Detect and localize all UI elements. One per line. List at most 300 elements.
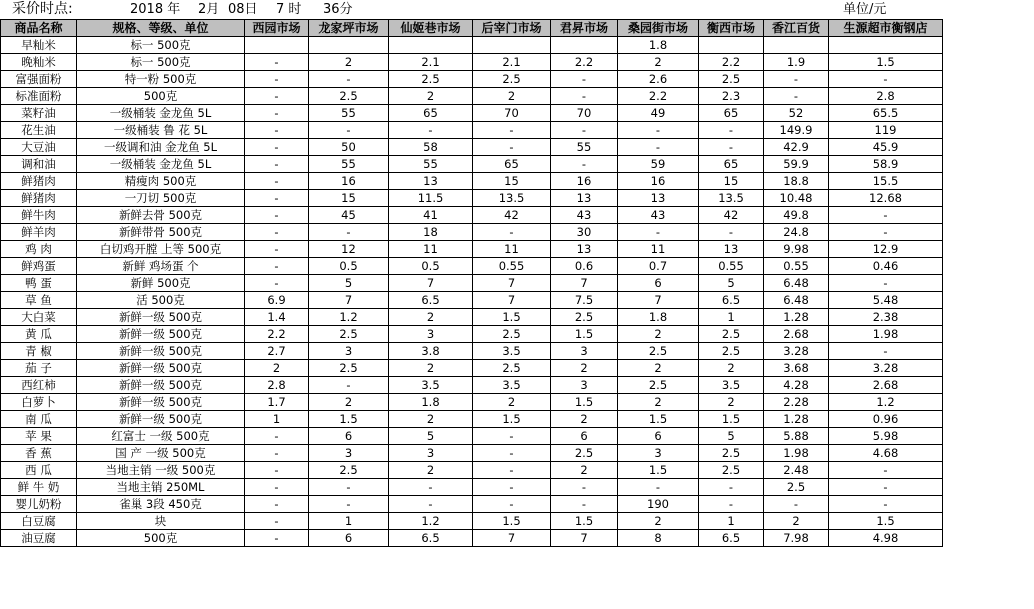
price-cell: 2	[551, 360, 618, 377]
spec-cell: 一级调和油 金龙鱼 5L	[77, 139, 245, 156]
product-name-cell: 早籼米	[1, 37, 77, 54]
price-cell: 2	[699, 394, 764, 411]
spec-cell: 雀巢 3段 450克	[77, 496, 245, 513]
price-cell: 2	[764, 513, 829, 530]
price-cell: 2.1	[389, 54, 473, 71]
price-cell: 2.5	[699, 445, 764, 462]
column-header: 君昇市场	[551, 20, 618, 37]
price-cell: 2.8	[245, 377, 309, 394]
spec-cell: 新鲜 500克	[77, 275, 245, 292]
price-cell: 3	[389, 326, 473, 343]
column-header: 衡西市场	[699, 20, 764, 37]
price-cell: 2.5	[551, 309, 618, 326]
price-cell: -	[245, 428, 309, 445]
price-cell: 1.5	[473, 513, 551, 530]
table-row	[1, 258, 943, 275]
price-cell: -	[245, 479, 309, 496]
price-cell: -	[618, 122, 699, 139]
price-cell: 5.98	[829, 428, 943, 445]
table-row	[1, 224, 943, 241]
price-cell: 6.5	[389, 530, 473, 547]
table-row	[1, 530, 943, 547]
price-cell: 2.5	[309, 88, 389, 105]
price-cell: -	[829, 275, 943, 292]
price-cell: 3	[551, 343, 618, 360]
price-cell: 7	[618, 292, 699, 309]
product-name-cell: 标准面粉	[1, 88, 77, 105]
price-cell: -	[245, 462, 309, 479]
price-cell: 1.5	[618, 411, 699, 428]
price-cell: -	[245, 224, 309, 241]
price-cell: -	[551, 479, 618, 496]
spec-cell: 一刀切 500克	[77, 190, 245, 207]
spec-cell: 标一 500克	[77, 54, 245, 71]
price-cell: -	[309, 71, 389, 88]
product-name-cell: 鸭 蛋	[1, 275, 77, 292]
price-cell: 7	[389, 275, 473, 292]
price-cell: 2.3	[699, 88, 764, 105]
price-cell: 15	[699, 173, 764, 190]
spec-cell: 活 500克	[77, 292, 245, 309]
price-cell: 2.5	[699, 71, 764, 88]
price-cell: -	[618, 479, 699, 496]
price-cell: 3	[389, 445, 473, 462]
price-cell: 3.28	[829, 360, 943, 377]
product-name-cell: 鲜猪肉	[1, 173, 77, 190]
price-cell: 2.5	[699, 343, 764, 360]
price-cell: 0.55	[764, 258, 829, 275]
price-cell: -	[699, 496, 764, 513]
product-name-cell: 晚籼米	[1, 54, 77, 71]
price-cell: 1.5	[551, 513, 618, 530]
price-cell: 1.2	[389, 513, 473, 530]
price-cell: 0.96	[829, 411, 943, 428]
price-cell: 7	[473, 530, 551, 547]
price-cell: 0.5	[389, 258, 473, 275]
price-cell: 2.5	[473, 71, 551, 88]
price-cell: 7	[473, 275, 551, 292]
price-cell: -	[473, 428, 551, 445]
spec-cell: 标一 500克	[77, 37, 245, 54]
price-cell: 8	[618, 530, 699, 547]
price-cell: 11	[618, 241, 699, 258]
price-cell: -	[829, 224, 943, 241]
price-cell: -	[764, 88, 829, 105]
price-cell: 3.5	[473, 343, 551, 360]
price-cell: 7	[551, 530, 618, 547]
spec-cell: 新鲜一级 500克	[77, 377, 245, 394]
price-cell: -	[245, 71, 309, 88]
price-cell: 3.68	[764, 360, 829, 377]
price-cell: 2.68	[829, 377, 943, 394]
spec-cell: 新鲜去骨 500克	[77, 207, 245, 224]
product-name-cell: 鲜鸡蛋	[1, 258, 77, 275]
price-cell: 2.5	[618, 343, 699, 360]
price-cell: 12.9	[829, 241, 943, 258]
price-cell: 3.5	[389, 377, 473, 394]
product-name-cell: 花生油	[1, 122, 77, 139]
price-cell: 59.9	[764, 156, 829, 173]
table-row	[1, 343, 943, 360]
price-cell: 2.5	[309, 326, 389, 343]
price-cell: -	[473, 224, 551, 241]
price-cell	[699, 37, 764, 54]
product-name-cell: 西 瓜	[1, 462, 77, 479]
price-cell: 1.8	[618, 309, 699, 326]
table-row	[1, 309, 943, 326]
price-cell: 0.5	[309, 258, 389, 275]
price-cell: -	[389, 122, 473, 139]
price-cell: 3	[309, 445, 389, 462]
price-cell: 13.5	[473, 190, 551, 207]
price-cell: 4.28	[764, 377, 829, 394]
price-cell	[551, 37, 618, 54]
price-cell: 2.2	[699, 54, 764, 71]
price-cell: -	[829, 343, 943, 360]
price-cell: -	[699, 139, 764, 156]
price-cell: -	[829, 71, 943, 88]
price-cell: 2	[389, 360, 473, 377]
table-row	[1, 54, 943, 71]
price-cell: -	[829, 462, 943, 479]
price-cell: 1.5	[699, 411, 764, 428]
price-cell: -	[245, 105, 309, 122]
spec-cell: 新鲜 鸡场蛋 个	[77, 258, 245, 275]
price-cell: 1.5	[829, 513, 943, 530]
price-cell: 2.2	[551, 54, 618, 71]
price-cell: 15	[473, 173, 551, 190]
product-name-cell: 鸡 肉	[1, 241, 77, 258]
price-cell: 13.5	[699, 190, 764, 207]
price-cell: -	[245, 139, 309, 156]
price-cell: -	[389, 479, 473, 496]
spec-cell: 国 产 一级 500克	[77, 445, 245, 462]
price-cell: 65	[473, 156, 551, 173]
price-cell: -	[245, 156, 309, 173]
price-cell: 1.98	[829, 326, 943, 343]
price-cell: -	[618, 139, 699, 156]
price-cell: 45	[309, 207, 389, 224]
price-cell	[245, 37, 309, 54]
price-cell: 3	[551, 377, 618, 394]
product-name-cell: 西红柿	[1, 377, 77, 394]
price-cell: -	[309, 377, 389, 394]
price-cell: 6.5	[699, 530, 764, 547]
price-cell: 9.98	[764, 241, 829, 258]
price-cell: -	[245, 530, 309, 547]
price-cell: 70	[473, 105, 551, 122]
price-cell: -	[551, 71, 618, 88]
table-row	[1, 105, 943, 122]
product-name-cell: 鲜 牛 奶	[1, 479, 77, 496]
price-cell: 55	[551, 139, 618, 156]
price-cell: 65.5	[829, 105, 943, 122]
price-cell: 16	[309, 173, 389, 190]
price-cell: 55	[389, 156, 473, 173]
price-time-year: 2018 年	[130, 2, 181, 17]
price-cell: -	[245, 173, 309, 190]
price-cell	[764, 37, 829, 54]
price-cell: 49	[618, 105, 699, 122]
price-cell: 3.5	[699, 377, 764, 394]
product-name-cell: 青 椒	[1, 343, 77, 360]
price-cell: 6	[618, 428, 699, 445]
price-cell: 2	[389, 411, 473, 428]
price-cell	[829, 37, 943, 54]
price-cell: 52	[764, 105, 829, 122]
price-cell: 2	[618, 326, 699, 343]
product-name-cell: 黄 瓜	[1, 326, 77, 343]
product-name-cell: 草 鱼	[1, 292, 77, 309]
price-cell: 1.98	[764, 445, 829, 462]
price-cell: 15.5	[829, 173, 943, 190]
price-time-day: 08日	[228, 2, 258, 17]
price-cell: 2	[551, 411, 618, 428]
price-cell: 2.68	[764, 326, 829, 343]
price-cell: -	[245, 241, 309, 258]
table-row	[1, 377, 943, 394]
spec-cell: 新鲜一级 500克	[77, 411, 245, 428]
price-cell: -	[245, 122, 309, 139]
price-cell: 30	[551, 224, 618, 241]
price-cell: -	[245, 88, 309, 105]
price-cell: 5	[309, 275, 389, 292]
price-cell: 11	[473, 241, 551, 258]
price-cell: -	[551, 122, 618, 139]
table-row	[1, 462, 943, 479]
price-cell: 3.28	[764, 343, 829, 360]
table-row	[1, 173, 943, 190]
product-name-cell: 大白菜	[1, 309, 77, 326]
price-cell: 2	[473, 88, 551, 105]
price-cell: 16	[618, 173, 699, 190]
price-cell: 2.5	[699, 462, 764, 479]
spec-cell: 特一粉 500克	[77, 71, 245, 88]
price-cell: -	[245, 445, 309, 462]
spec-cell: 精瘦肉 500克	[77, 173, 245, 190]
price-cell: 2.5	[551, 445, 618, 462]
column-header: 后宰门市场	[473, 20, 551, 37]
price-cell: 1	[309, 513, 389, 530]
price-cell: 2.48	[764, 462, 829, 479]
price-cell: 58.9	[829, 156, 943, 173]
table-row	[1, 394, 943, 411]
price-cell: 1.5	[829, 54, 943, 71]
price-cell: -	[551, 156, 618, 173]
price-cell: -	[245, 207, 309, 224]
price-cell: 1.5	[551, 394, 618, 411]
price-cell: 2.5	[699, 326, 764, 343]
table-row	[1, 428, 943, 445]
price-cell: 12	[309, 241, 389, 258]
price-cell: 3	[618, 445, 699, 462]
spec-cell: 一级桶装 金龙鱼 5L	[77, 105, 245, 122]
price-cell: 3.5	[473, 377, 551, 394]
price-cell: 6	[618, 275, 699, 292]
price-cell: 0.46	[829, 258, 943, 275]
price-cell: 1.5	[473, 309, 551, 326]
price-cell: 190	[618, 496, 699, 513]
column-header: 商品名称	[1, 20, 77, 37]
price-cell: 2	[618, 394, 699, 411]
price-time-label: 采价时点:	[12, 1, 73, 17]
price-cell: 5	[699, 428, 764, 445]
column-header: 仙姬巷市场	[389, 20, 473, 37]
price-cell: 1.2	[309, 309, 389, 326]
price-cell: 7.98	[764, 530, 829, 547]
price-cell: 42	[699, 207, 764, 224]
unit-label: 单位/元	[843, 2, 887, 17]
price-cell: -	[829, 479, 943, 496]
price-cell: 2	[699, 360, 764, 377]
price-cell: 7	[309, 292, 389, 309]
price-cell: -	[245, 258, 309, 275]
spec-cell: 新鲜带骨 500克	[77, 224, 245, 241]
price-cell: 2.1	[473, 54, 551, 71]
price-cell: 7	[473, 292, 551, 309]
price-cell: 10.48	[764, 190, 829, 207]
price-cell: -	[245, 513, 309, 530]
product-name-cell: 鲜猪肉	[1, 190, 77, 207]
price-cell: -	[699, 122, 764, 139]
price-cell: -	[473, 445, 551, 462]
price-cell: -	[473, 479, 551, 496]
price-cell: 1	[245, 411, 309, 428]
price-cell: 4.68	[829, 445, 943, 462]
price-cell: 0.55	[699, 258, 764, 275]
price-cell: 2.6	[618, 71, 699, 88]
price-cell: 1	[699, 513, 764, 530]
price-cell: 6.48	[764, 292, 829, 309]
price-cell: 6.9	[245, 292, 309, 309]
price-cell: 6.5	[699, 292, 764, 309]
product-name-cell: 调和油	[1, 156, 77, 173]
table-row	[1, 411, 943, 428]
table-row	[1, 122, 943, 139]
price-cell: 2	[309, 394, 389, 411]
table-body	[1, 37, 943, 547]
price-cell: 2	[473, 394, 551, 411]
table-row	[1, 360, 943, 377]
table-row	[1, 71, 943, 88]
price-cell: 24.8	[764, 224, 829, 241]
spec-cell: 当地主销 一级 500克	[77, 462, 245, 479]
price-cell: 65	[389, 105, 473, 122]
table-header-row	[1, 20, 943, 37]
price-cell: 1.5	[309, 411, 389, 428]
table-row	[1, 139, 943, 156]
price-cell: 6	[551, 428, 618, 445]
spec-cell: 一级桶装 鲁 花 5L	[77, 122, 245, 139]
table-row	[1, 207, 943, 224]
price-cell: 0.55	[473, 258, 551, 275]
price-cell: 16	[551, 173, 618, 190]
table-row	[1, 513, 943, 530]
price-cell: 42	[473, 207, 551, 224]
price-cell: 12.68	[829, 190, 943, 207]
price-cell: 5.88	[764, 428, 829, 445]
product-name-cell: 茄 子	[1, 360, 77, 377]
table-row	[1, 241, 943, 258]
price-cell: -	[829, 496, 943, 513]
price-cell: -	[699, 224, 764, 241]
product-name-cell: 南 瓜	[1, 411, 77, 428]
price-cell: 1.5	[551, 326, 618, 343]
price-cell: 1.8	[618, 37, 699, 54]
price-cell: 3	[309, 343, 389, 360]
price-cell: 2.5	[309, 360, 389, 377]
price-cell: 2.28	[764, 394, 829, 411]
price-cell: 2.5	[473, 360, 551, 377]
price-cell: 1.28	[764, 411, 829, 428]
price-cell: -	[245, 275, 309, 292]
price-cell: 1.5	[473, 411, 551, 428]
product-name-cell: 油豆腐	[1, 530, 77, 547]
price-cell: 13	[389, 173, 473, 190]
price-cell: 13	[551, 190, 618, 207]
price-cell: 2	[245, 360, 309, 377]
price-cell: 1.8	[389, 394, 473, 411]
price-cell: -	[389, 496, 473, 513]
price-cell: 6.48	[764, 275, 829, 292]
product-name-cell: 菜籽油	[1, 105, 77, 122]
price-cell: 7.5	[551, 292, 618, 309]
table-row	[1, 479, 943, 496]
price-cell: 1.9	[764, 54, 829, 71]
table-row	[1, 445, 943, 462]
price-cell: -	[764, 71, 829, 88]
price-cell: 55	[309, 105, 389, 122]
price-cell: 2	[618, 360, 699, 377]
spec-cell: 新鲜一级 500克	[77, 309, 245, 326]
price-cell: 2	[618, 513, 699, 530]
price-cell: -	[309, 122, 389, 139]
price-cell: 1.28	[764, 309, 829, 326]
price-cell: -	[245, 190, 309, 207]
price-cell: -	[551, 88, 618, 105]
price-cell: 2	[618, 54, 699, 71]
column-header: 香江百货	[764, 20, 829, 37]
product-name-cell: 婴儿奶粉	[1, 496, 77, 513]
price-cell: 2	[551, 462, 618, 479]
price-cell: 2.5	[473, 326, 551, 343]
column-header: 西园市场	[245, 20, 309, 37]
price-cell: 18	[389, 224, 473, 241]
price-cell: -	[245, 54, 309, 71]
price-cell: 3.8	[389, 343, 473, 360]
price-cell: 70	[551, 105, 618, 122]
spec-cell: 红富士 一级 500克	[77, 428, 245, 445]
price-cell: 18.8	[764, 173, 829, 190]
price-cell	[389, 37, 473, 54]
table-row	[1, 156, 943, 173]
price-cell: 13	[618, 190, 699, 207]
price-cell: -	[245, 496, 309, 513]
price-time-bar	[0, 0, 1034, 19]
price-cell: 42.9	[764, 139, 829, 156]
price-cell: 2.5	[309, 462, 389, 479]
price-cell: -	[473, 462, 551, 479]
price-cell	[473, 37, 551, 54]
product-name-cell: 富强面粉	[1, 71, 77, 88]
price-cell: 5	[699, 275, 764, 292]
price-cell: 58	[389, 139, 473, 156]
spec-cell: 新鲜一级 500克	[77, 343, 245, 360]
price-cell: -	[309, 224, 389, 241]
price-cell: -	[473, 496, 551, 513]
price-cell: 1.4	[245, 309, 309, 326]
price-cell: 13	[699, 241, 764, 258]
